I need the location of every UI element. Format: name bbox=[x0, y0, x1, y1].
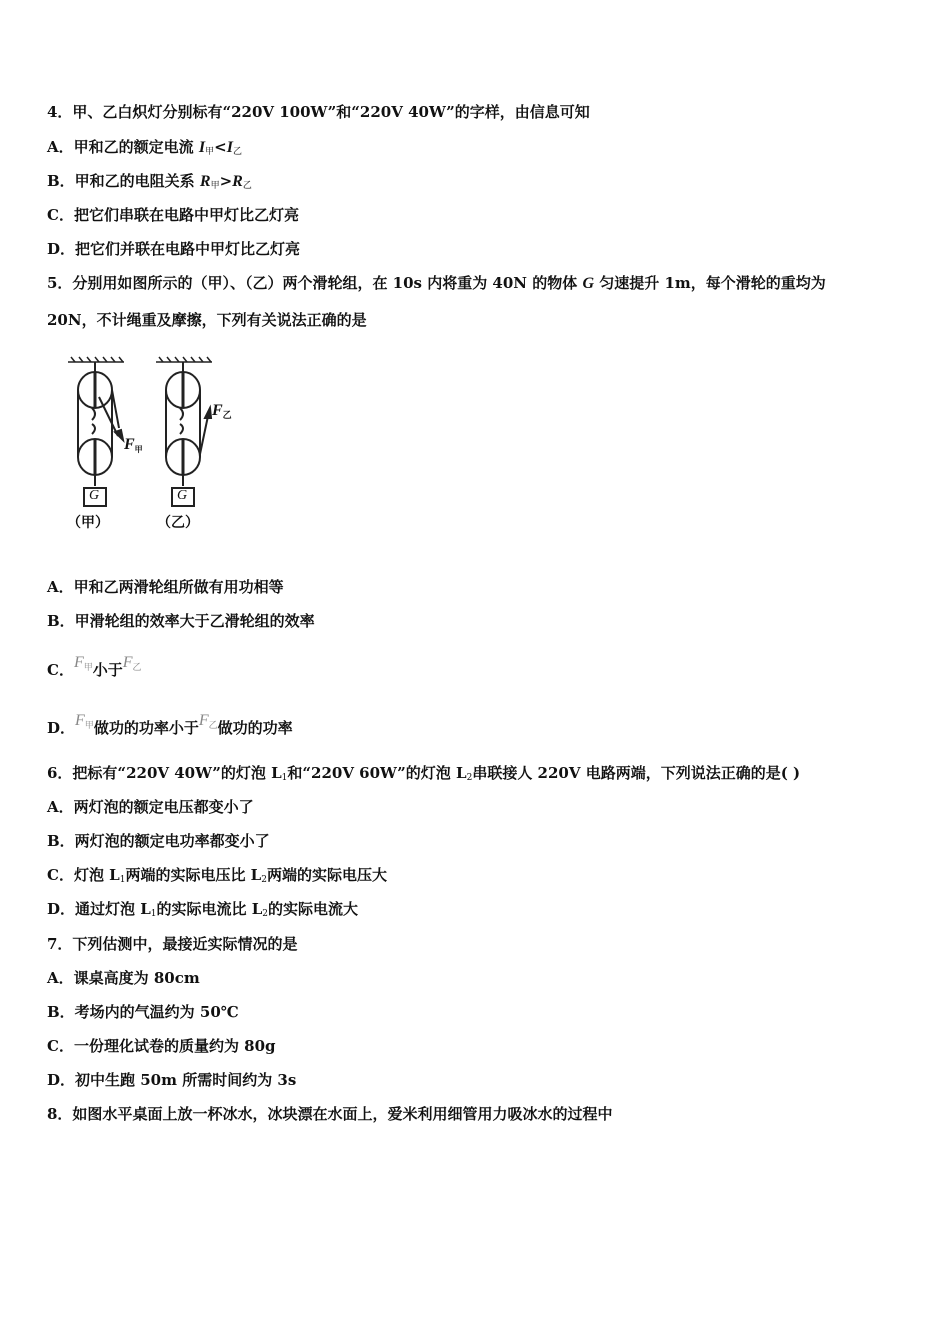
f-yi-symbol: F乙 bbox=[198, 712, 218, 730]
q5-option-a: A．甲和乙两滑轮组所做有用功相等 bbox=[47, 578, 284, 596]
f-jia-symbol: F甲 bbox=[73, 654, 93, 672]
q6-option-c: C．灯泡 $L_1$两端的实际电压比 $L_2$两端的实际电压大 bbox=[47, 866, 387, 885]
q7-stem: 7．下列估测中，最接近实际情况的是 bbox=[47, 935, 298, 953]
caption-right: （乙） bbox=[157, 515, 199, 531]
caption-left: （甲） bbox=[67, 515, 109, 531]
q4-option-a: A．甲和乙的额定电流 $I_甲<I_乙$ bbox=[47, 138, 242, 157]
q5-stem-line2: 20N，不计绳重及摩擦，下列有关说法正确的是 bbox=[47, 311, 367, 329]
q4-option-c: C．把它们串联在电路中甲灯比乙灯亮 bbox=[47, 206, 299, 224]
weight-label-left: G bbox=[89, 488, 100, 503]
q7-option-d: D．初中生跑 50m 所需时间约为 3s bbox=[47, 1071, 297, 1089]
ceiling-left bbox=[68, 357, 124, 362]
q8-stem: 8．如图水平桌面上放一杯冰水，冰块漂在水面上，爱米利用细管用力吸冰水的过程中 bbox=[47, 1105, 613, 1123]
q5-option-b: B．甲滑轮组的效率大于乙滑轮组的效率 bbox=[47, 612, 315, 630]
q5-option-d: D．F甲做功的功率小于F乙做功的功率 bbox=[47, 712, 293, 737]
force-label-left: F甲 bbox=[124, 436, 143, 454]
q7-option-b: B．考场内的气温约为 50℃ bbox=[47, 1003, 239, 1021]
f-yi-symbol: F乙 bbox=[122, 654, 142, 672]
q4-stem: 4．甲、乙白炽灯分别标有“220V 100W”和“220V 40W”的字样，由信息可知 bbox=[47, 103, 590, 121]
q6-option-a: A．两灯泡的额定电压都变小了 bbox=[47, 798, 254, 816]
q7-option-a: A．课桌高度为 80cm bbox=[47, 969, 200, 987]
q7-option-c: C．一份理化试卷的质量约为 80g bbox=[47, 1037, 276, 1055]
f-jia-symbol: F甲 bbox=[75, 712, 94, 730]
pulley-diagram bbox=[62, 350, 262, 550]
q4-option-b: B．甲和乙的电阻关系 $R_甲>R_乙$ bbox=[47, 172, 252, 191]
ceiling-right bbox=[156, 357, 212, 362]
q6-stem: 6．把标有“220V 40W”的灯泡 $L_1$和“220V 60W”的灯泡 $L_2$串联接人 220V 电路两端，下列说法正确的是( ) bbox=[47, 764, 801, 783]
q6-option-d: D．通过灯泡 $L_1$的实际电流比 $L_2$的实际电流大 bbox=[47, 900, 359, 919]
q6-option-b: B．两灯泡的额定电功率都变小了 bbox=[47, 832, 270, 850]
pulley-system-right bbox=[166, 362, 211, 506]
q5-stem-line1: 5．分别用如图所示的（甲）、（乙）两个滑轮组，在 10s 内将重为 40N 的物体 G 匀速提升 1m，每个滑轮的重均为 bbox=[47, 274, 826, 292]
weight-label-right: G bbox=[177, 488, 188, 503]
q4-option-d: D．把它们并联在电路中甲灯比乙灯亮 bbox=[47, 240, 301, 258]
force-label-right: F乙 bbox=[212, 402, 232, 420]
q5-option-c: C．F甲小于F乙 bbox=[47, 654, 142, 679]
pulley-system-left bbox=[78, 362, 123, 506]
